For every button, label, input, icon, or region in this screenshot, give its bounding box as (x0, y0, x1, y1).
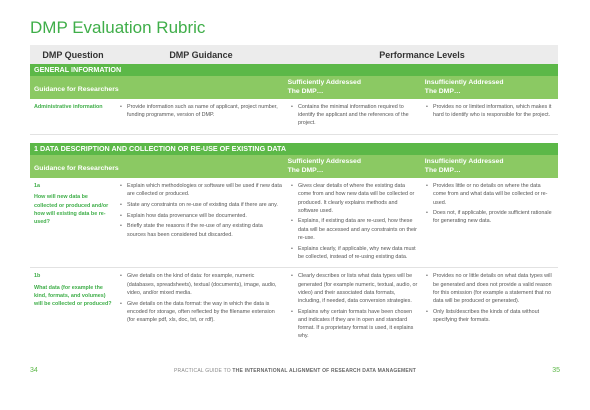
header-dmp-guidance: DMP Guidance (169, 49, 233, 60)
label-line: Sufficiently Addressed (287, 158, 361, 166)
bullet-item: • Explains clearly, if applicable, why new data must be collected, instead of re-using existing data. (291, 245, 418, 261)
question-text: Administrative information (34, 104, 103, 110)
rubric-table (30, 45, 558, 347)
bullet-item: • Provides no or limited information, which makes it hard to identify who is responsible for the project. (426, 103, 554, 119)
footer-title: THE INTERNATIONAL ALIGNMENT OF RESEARCH DATA MANAGEMENT (232, 368, 417, 374)
question-id: 1b (34, 273, 41, 280)
sufficient-cell (287, 99, 422, 134)
bullet-item: • Contains the minimal information required to identify the applicant and the references of the project. (291, 103, 418, 128)
guidance-cell (116, 268, 287, 347)
level-insufficient-label (421, 155, 558, 178)
section-band-1: 1 DATA DESCRIPTION AND COLLECTION OR RE-USE OF EXISTING DATA (30, 143, 558, 155)
sufficient-cell (287, 268, 422, 347)
page-title: DMP Evaluation Rubric (30, 18, 206, 37)
page-footer (30, 367, 560, 377)
table-row (30, 268, 558, 347)
guidance-cell (116, 178, 287, 267)
label-line: Insufficiently Addressed (424, 158, 504, 166)
bullet-list (426, 182, 554, 226)
header-dmp-question: DMP Question (42, 49, 104, 60)
bullet-item: • Explain which methodologies or software will be used if new data are collected or produced. (120, 182, 283, 198)
bullet-list (291, 272, 418, 340)
bullet-item: • State any constraints on re-use of existing data if there are any. (120, 201, 283, 209)
bullet-list (426, 103, 554, 119)
question-cell (30, 178, 116, 267)
insufficient-cell (422, 178, 558, 267)
table-row (30, 99, 558, 135)
question-cell (30, 268, 116, 347)
header-performance-levels: Performance Levels (379, 49, 465, 60)
bullet-item: • Explain how data provenance will be documented. (120, 212, 283, 220)
label-line: Insufficiently Addressed (424, 79, 504, 86)
bullet-item: • Clearly describes or lists what data types will be generated (for example numeric, textual, audio, or video) and their associated data formats, including, if needed, data conversion strategies. (291, 272, 418, 305)
question-id: 1a (34, 183, 40, 190)
bullet-item: • Gives clear details of where the existing data come from and how new data will be collected or produced. It clearly explains methods and software used. (291, 182, 418, 215)
question-text: What data (for example the kind, formats, and volumes) will be collected or produced? (34, 284, 112, 308)
bullet-item: • Briefly state the reasons if the re-use of any existing data sources has been considered but discarded. (120, 222, 283, 238)
bullet-item: • Does not, if applicable, provide sufficient rationale for generating new data. (426, 209, 554, 225)
bullet-item: • Explains why certain formats have been chosen and indicates if they are in open and standard format. If a proprietary format is used, it explains why. (291, 308, 418, 341)
bullet-list (120, 103, 283, 119)
bullet-list (120, 182, 283, 239)
insufficient-cell (422, 99, 558, 134)
bullet-list (291, 182, 418, 261)
bullet-item: • Only lists/describes the kinds of data without specifying their formats. (426, 308, 554, 324)
insufficient-cell (422, 268, 558, 347)
bullet-item: • Provide information such as name of applicant, project number, funding programme, version of DMP. (120, 103, 283, 119)
label-line: The DMP… (424, 88, 461, 95)
guidance-cell (116, 99, 287, 134)
level-sufficient-label (284, 76, 421, 99)
table-header (30, 45, 558, 64)
bullet-item: • Give details on the kind of data: for example, numeric (databases, spreadsheets), textual (documents), image, audio, video, and/or mixed media. (120, 272, 283, 297)
question-cell (30, 99, 116, 134)
level-sufficient-label (284, 155, 421, 178)
sufficient-cell (287, 178, 422, 267)
section-band-general: GENERAL INFORMATION (30, 64, 558, 76)
bullet-list (426, 272, 554, 324)
question-text: How will new data be collected or produced and/or how will existing data be re-used? (34, 194, 109, 225)
bullet-item: • Explains, if existing data are re-used, how these data will be accessed and any constraints on their re-use. (291, 217, 418, 242)
bullet-item: • Provides no or little details on what data types will be generated and does not provide a valid reason for this omission (for example a statement that no data will be produced or generated). (426, 272, 554, 305)
footer-text (30, 368, 560, 374)
label-line: The DMP… (287, 167, 324, 175)
bullet-item: • Give details on the data format: the way in which the data is encoded for storage, often reflected by the filename extension (for example pdf, xls, doc, txt, or rdf). (120, 300, 283, 325)
label-line: The DMP… (287, 88, 324, 95)
label-line: Sufficiently Addressed (287, 79, 361, 86)
subheader-section-1 (30, 155, 558, 178)
guidance-label: Guidance for Researchers (34, 165, 119, 173)
bullet-list (120, 272, 283, 324)
page-number-right: 35 (552, 367, 560, 374)
subheader-general (30, 76, 558, 99)
label-line: The DMP… (424, 167, 461, 175)
footer-prefix: PRACTICAL GUIDE TO (173, 368, 233, 374)
page-number-left: 34 (30, 367, 38, 374)
guidance-label: Guidance for Researchers (34, 86, 119, 93)
bullet-item: • Provides little or no details on where the data come from and what data will be collected or re-used. (426, 182, 554, 207)
level-insufficient-label (421, 76, 558, 99)
table-row (30, 178, 558, 268)
bullet-list (291, 103, 418, 128)
